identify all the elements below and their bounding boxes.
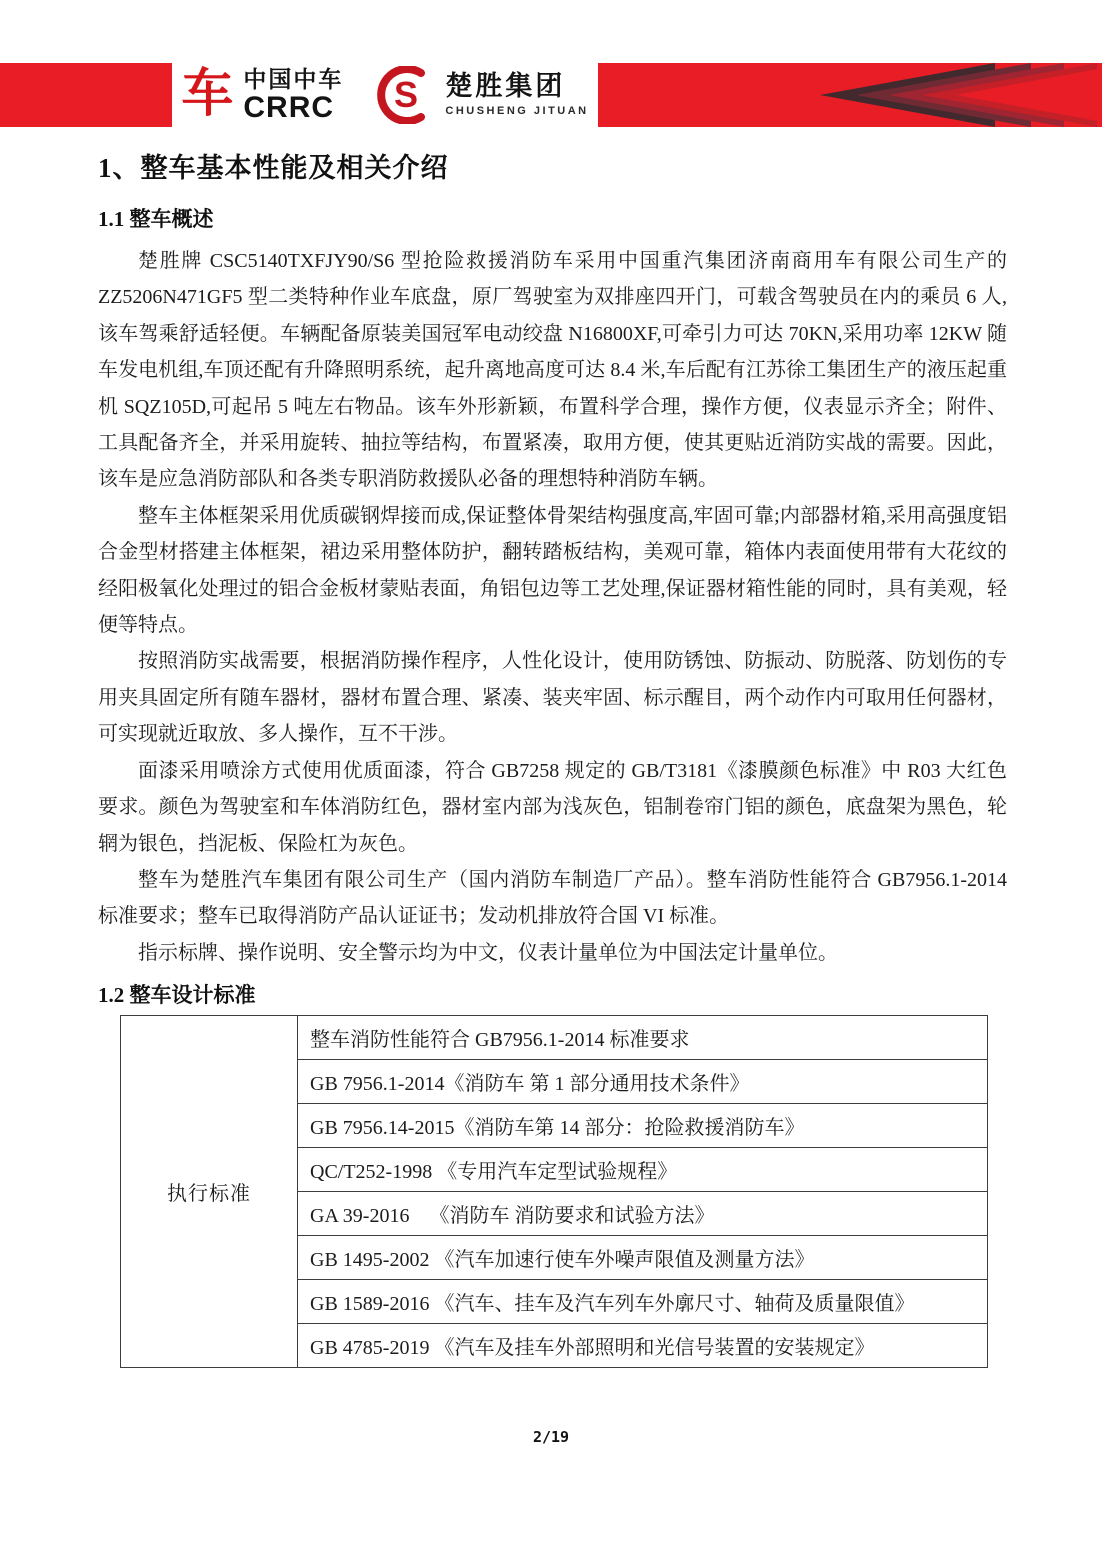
- crrc-logo: [181, 65, 344, 124]
- standards-row-header: 执行标准: [121, 1016, 298, 1368]
- standards-table: [120, 1015, 988, 1368]
- paragraph: 整车为楚胜汽车集团有限公司生产（国内消防车制造厂产品）。整车消防性能符合 GB7956.1-2014 标准要求；整车已取得消防产品认证证书；发动机排放符合国 VI 标准。: [98, 868, 1007, 928]
- paragraph: 整车主体框架采用优质碳钢焊接而成,保证整体骨架结构强度高,牢固可靠;内部器材箱,采用高强度铝合金型材搭建主体框架，裙边采用整体防护，翻转踏板结构，美观可靠，箱体内表面使用带有大花纹的经阳极氧化处理过的铝合金板材蒙贴表面，角铝包边等工艺处理,保证器材箱性能的同时，具有美观，轻便等特点。: [98, 504, 1007, 637]
- standard-cell: GA 39-2016 《消防车 消防要求和试验方法》: [298, 1192, 988, 1236]
- chusheng-latin-name: CHUSHENG JITUAN: [445, 105, 589, 117]
- chusheng-logo-text: [445, 73, 588, 117]
- standard-cell: GB 1589-2016 《汽车、挂车及汽车列车外廓尺寸、轴荷及质量限值》: [298, 1280, 988, 1324]
- paragraph: 按照消防实战需要，根据消防操作程序，人性化设计，使用防锈蚀、防振动、防脱落、防划伤的专用夹具固定所有随车器材，器材布置合理、紧凑、装夹牢固、标示醒目，两个动作内可取用任何器材，可实现就近取放、多人操作，互不干涉。: [98, 650, 1007, 746]
- paragraph: 指示标牌、操作说明、安全警示均为中文，仪表计量单位为中国法定计量单位。: [138, 941, 838, 964]
- letterhead: [0, 63, 1102, 127]
- logo-area: [172, 63, 598, 127]
- standard-cell: GB 7956.14-2015《消防车第 14 部分：抢险救援消防车》: [298, 1104, 988, 1148]
- standard-cell: 整车消防性能符合 GB7956.1-2014 标准要求: [298, 1016, 988, 1060]
- header-band-left: [0, 63, 172, 127]
- chusheng-emblem-icon: [377, 66, 435, 124]
- standard-cell: QC/T252-1998 《专用汽车定型试验规程》: [298, 1148, 988, 1192]
- page-title: 1、整车基本性能及相关介绍: [98, 153, 449, 183]
- crrc-chinese-name: 中国中车: [243, 65, 344, 92]
- standard-cell: GB 7956.1-2014《消防车 第 1 部分通用技术条件》: [298, 1060, 988, 1104]
- chusheng-chinese-name: 楚胜集团: [445, 71, 566, 101]
- table-row: [121, 1016, 988, 1060]
- crrc-car-glyph-icon: 车: [181, 66, 234, 123]
- chusheng-logo: [377, 66, 588, 124]
- standard-cell: GB 4785-2019 《汽车及挂车外部照明和光信号装置的安装规定》: [298, 1324, 988, 1368]
- paragraph: 面漆采用喷涂方式使用优质面漆，符合 GB7258 规定的 GB/T3181《漆膜颜色标准》中 R03 大红色要求。颜色为驾驶室和车体消防红色，器材室内部为浅灰色，铝制卷帘门铝的颜色，底盘架为黑色，轮辋为银色，挡泥板、保险杠为灰色。: [98, 759, 1007, 855]
- svg-text:S: S: [394, 74, 419, 115]
- page-footer: [0, 1428, 1102, 1447]
- crrc-latin-name: CRRC: [243, 90, 335, 124]
- section-heading-1-1: 1.1 整车概述: [98, 207, 214, 231]
- paragraph: 楚胜牌 CSC5140TXFJY90/S6 型抢险救援消防车采用中国重汽集团济南商用车有限公司生产的 ZZ5206N471GF5 型二类特种作业车底盘，原厂驾驶室为双排座四开门，可载含驾驶员在内的乘员 6 人,该车驾乘舒适轻便。车辆配备原装美国冠军电动绞盘 N16800XF,可牵引力可达 70KN,采用功率 12KW 随车发电机组,车顶还配有升降照明系统，起升离地高度可达 8.4 米,车后配有江苏徐工集团生产的液压起重机 SQZ105D,可起吊 5 吨左右物品。该车外形新颖，布置科学合理，操作方便，仪表显示齐全；附件、工具配备齐全，并采用旋转、抽拉等结构，布置紧凑，取用方便，使其更贴近消防实战的需要。因此，该车是应急消防部队和各类专职消防救援队必备的理想特种消防车辆。: [98, 250, 1007, 491]
- document-body: [98, 146, 1007, 1368]
- standard-cell: GB 1495-2002 《汽车加速行使车外噪声限值及测量方法》: [298, 1236, 988, 1280]
- header-band-right: [598, 63, 1102, 127]
- crrc-logo-text: [243, 65, 344, 124]
- section-heading-1-2: 1.2 整车设计标准: [98, 983, 256, 1008]
- page-number: 2/19: [532, 1428, 570, 1446]
